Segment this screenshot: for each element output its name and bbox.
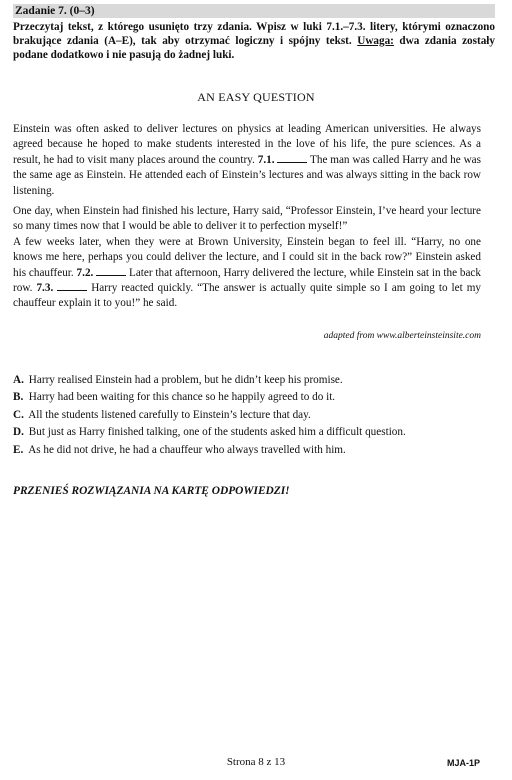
paragraph-3: [13, 235, 481, 312]
option-b: [13, 389, 493, 406]
option-letter: B.: [13, 391, 24, 404]
paragraph-3-text-b: Later that afternoon, Harry delivered the lecture, while Einstein sat in the back row.: [13, 266, 481, 295]
option-letter: C.: [13, 408, 24, 421]
paragraph-1: [13, 122, 481, 199]
option-letter: D.: [13, 426, 24, 439]
note-label: Uwaga:: [357, 35, 394, 47]
paragraph-2: One day, when Einstein had finished his lecture, Harry said, “Professor Einstein, I’ve heard your lecture so many times now that I would be able to deliver it to perfection myself!”: [13, 205, 481, 233]
option-letter: E.: [13, 443, 24, 456]
gap-7-2-label: 7.2.: [76, 266, 94, 279]
option-text: All the students listened carefully to Einstein’s lecture that day.: [28, 408, 311, 421]
passage-title: AN EASY QUESTION: [197, 90, 315, 104]
answer-options: [13, 372, 493, 459]
option-letter: A.: [13, 374, 24, 386]
exam-code: MJA-1P: [446, 758, 480, 768]
paragraph-3-text-c: Harry reacted quickly. “The answer is actually quite simple so I am going to let my chauffeur explain it to you!” he said.: [13, 282, 482, 310]
gap-7-2-blank[interactable]: [96, 266, 126, 276]
option-d: [13, 424, 493, 441]
transfer-instruction: PRZENIEŚ ROZWIĄZANIA NA KARTĘ ODPOWIEDZI!: [13, 485, 290, 497]
gap-7-1-label: 7.1.: [257, 153, 275, 166]
paragraph-1-text-b: The man was called Harry and he was the same age as Einstein. He attended each of Einstein’s lectures and was always sitting in the back row listening.: [13, 153, 481, 197]
page-number: Strona 8 z 13: [226, 756, 286, 768]
option-text: Harry had been waiting for this chance so he happily agreed to do it.: [28, 391, 336, 404]
source-citation: adapted from www.alberteinsteinsite.com: [323, 331, 481, 341]
option-e: [13, 442, 493, 459]
paragraph-1-text-a: Einstein was often asked to deliver lectures on physics at leading American universities. He always agreed because he hoped to make students interested in the love of his life, the pure sciences. As a result, he had to visit many places around the country.: [13, 123, 481, 166]
note-text: dwa zdania zostały podane dodatkowo i nie pasują do żadnej luki.: [13, 35, 496, 61]
passage-body: [13, 122, 481, 317]
gap-7-1-blank[interactable]: [277, 153, 307, 163]
option-text: Harry realised Einstein had a problem, but he didn’t keep his promise.: [28, 374, 343, 386]
option-c: [13, 407, 493, 424]
option-text: But just as Harry finished talking, one of the students asked him a difficult question.: [28, 426, 406, 439]
instruction-text: Przeczytaj tekst, z którego usunięto trzy zdania. Wpisz w luki 7.1.–7.3. litery, którymi oznaczono brakujące zdania (A–E), tak aby otrzymać logiczny i spójny tekst.: [13, 21, 495, 47]
gap-7-3-blank[interactable]: [57, 281, 87, 291]
task-instruction: [13, 20, 495, 62]
task-header: Zadanie 7. (0–3): [13, 4, 495, 18]
paragraph-3-text-a: A few weeks later, when they were at Brown University, Einstein began to feel ill. “Harry, no one knows me here, perhaps you could deliver the lecture, and I could sit in the back row?” Einstein asked his chauffeur.: [13, 235, 481, 279]
option-a: [13, 372, 493, 389]
option-text: As he did not drive, he had a chauffeur who always travelled with him.: [28, 443, 346, 456]
gap-7-3-label: 7.3.: [36, 282, 54, 295]
